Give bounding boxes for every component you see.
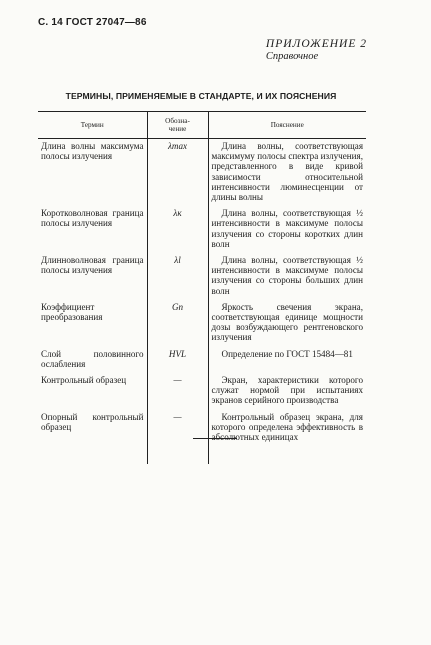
- term-cell: Коэффициент преобразования: [41, 301, 103, 323]
- end-rule: [193, 438, 237, 439]
- term-cell: Слой половинного ослабления: [41, 348, 144, 369]
- table-row: [38, 347, 366, 373]
- table-row: [38, 253, 366, 300]
- table-row: [38, 373, 366, 410]
- table-row: [38, 139, 366, 207]
- terms-table: [38, 111, 366, 464]
- table-header-row: [38, 112, 366, 139]
- explanation-cell: Яркость свечения экрана, соответствующая единице мощности дозы возбуждающего рентгеновского излучения: [208, 300, 366, 347]
- symbol-cell: —: [147, 373, 208, 410]
- appendix-title: ПРИЛОЖЕНИЕ 2: [265, 38, 367, 50]
- symbol-cell: Gп: [147, 300, 208, 347]
- term-cell: Опорный контрольный образец: [41, 411, 144, 432]
- symbol-cell: λl: [147, 253, 208, 300]
- column-header-term: Термин: [38, 112, 147, 139]
- appendix-status: Справочное: [265, 51, 319, 62]
- symbol-cell: HVL: [147, 347, 208, 373]
- symbol-cell: —: [147, 410, 208, 464]
- explanation-cell: Длина волны, соответствующая максимуму полосы спектра излучения, представленного в виде кривой зависимости относительной интенсивности люминесценции от длины волны: [208, 139, 366, 207]
- term-cell: Длина волны максимума полосы излучения: [41, 141, 144, 162]
- term-cell: Длинноволновая граница полосы излучения: [41, 255, 144, 276]
- table-row: [38, 206, 366, 253]
- table-row: [38, 410, 366, 464]
- explanation-cell: Определение по ГОСТ 15484—81: [208, 347, 366, 373]
- explanation-cell: Длина волны, соответствующая ½ интенсивности в максимуме полосы излучения со стороны коротких длин волн: [208, 206, 366, 253]
- section-title: ТЕРМИНЫ, ПРИМЕНЯЕМЫЕ В СТАНДАРТЕ, И ИХ ПОЯСНЕНИЯ: [65, 91, 337, 101]
- explanation-cell: Экран, характеристики которого служат нормой при испытаниях экранов серийного производства: [208, 373, 366, 410]
- symbol-cell: λmax: [147, 139, 208, 207]
- explanation-cell: Контрольный образец экрана, для которого определена эффективность в абсолютных единицах: [208, 410, 366, 464]
- symbol-cell: λк: [147, 206, 208, 253]
- page-header: С. 14 ГОСТ 27047—86: [38, 17, 147, 28]
- term-cell: Коротковолновая граница полосы излучения: [41, 208, 144, 229]
- column-header-symbol: Обозна- чение: [147, 112, 208, 139]
- table-row: [38, 300, 366, 347]
- explanation-cell: Длина волны, соответствующая ½ интенсивности в максимуме полосы излучения со стороны больших длин волн: [208, 253, 366, 300]
- term-cell: Контрольный образец: [41, 375, 127, 386]
- appendix-label: [266, 38, 367, 62]
- column-header-explanation: Пояснение: [208, 112, 366, 139]
